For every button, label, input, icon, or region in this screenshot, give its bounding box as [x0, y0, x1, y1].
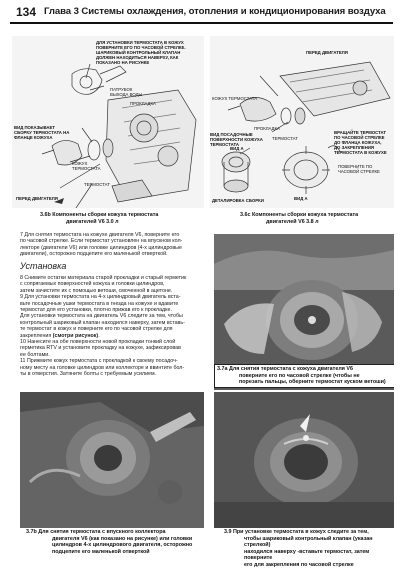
- para-9-figure-ref: (смотри рисунок): [52, 332, 99, 339]
- engine-line-drawing-38: [210, 36, 394, 208]
- section-heading-installation: Установка: [20, 261, 67, 271]
- photo39-caption-line1: 3.9 При установке термостата в кожух следите за тем,: [224, 529, 369, 535]
- para-7-line1: 7 Для снятия термостата на кожухе двигателя V6, поверните его: [20, 232, 180, 238]
- fig36c-caption-line1: 3.6c Компоненты сборки кожуха термостата: [240, 212, 359, 218]
- para-10-line2: герметика RTV и установите прокладку на кожухе, зафиксировав: [20, 345, 181, 352]
- fig36b-view-line3: ФЛАНЦЕ КОЖУХА: [14, 135, 53, 140]
- para-10-line3: ее болтами.: [20, 351, 50, 358]
- para-7-line4: двигатели), осторожно подцепите его маленькой отверткой.: [20, 251, 168, 258]
- fig36b-nipple-line1: ПАТРУБОК: [110, 87, 133, 92]
- fig36c-seq-line2: ПОВЕРХНОСТИ КОЖУХА: [210, 137, 263, 142]
- fig36b-view-line1: ВИД ПОКАЗЫВАЕТ: [14, 125, 55, 130]
- photo37b-caption-line1: 3.7b Для снятия термостата с впускного коллектора: [26, 529, 166, 535]
- para-8-line1: 8 Снимите остатки материала старой прокладки и старый герметик: [20, 275, 187, 281]
- para-11-line1: 11 Прижмите кожух термостата с прокладкой к своему посадоч-: [20, 358, 178, 365]
- fig36b-front-label: ПЕРЕД ДВИГАТЕЛЯ: [16, 196, 58, 201]
- fig36b-nipple-line2: ВЫХОДА ВОДЫ: [110, 92, 143, 97]
- fig36c-note-line2: ПО ЧАСОВОЙ СТРЕЛКЕ: [334, 135, 385, 140]
- fig36b-gasket-label: ПРОКЛАДКА: [130, 101, 156, 106]
- fig36b-note-line1: ДЛЯ УСТАНОВКИ ТЕРМОСТАТА В КОЖУХ: [96, 40, 184, 45]
- fig36c-detail-label: ДЕТАЛИРОВКА СБОРКИ: [212, 198, 264, 203]
- fig36c-seq-line3: ТЕРМОСТАТА: [210, 142, 239, 147]
- figure-3-6c-diagram: [210, 36, 394, 208]
- fig36c-note-line3: ДО ФЛАНЦА КОЖУХА,: [334, 140, 382, 145]
- fig36b-view-line2: СБОРКУ ТЕРМОСТАТА НА: [14, 130, 70, 135]
- para-9-line7: закрепления: [20, 332, 52, 339]
- fig36c-note-line4: ДО ЗАКРЕПЛЕНИЯ: [334, 145, 374, 150]
- para-9-line4: Для установки термостата на двигатель V6 следите за тем, чтобы: [20, 313, 183, 320]
- header-rule: [10, 22, 393, 24]
- fig36c-view-a-label-2: ВИД А: [294, 196, 308, 201]
- photo37a-caption-line3: порезать пальцы, оберните термостат куском ветоши): [239, 379, 386, 386]
- photo37a-caption-line1: 3.7a Для снятия термостата с кожуха двигателя V6: [217, 366, 353, 372]
- para-8-line3: затем зачистите их с помощью ветоши, смоченной в ацетоне.: [20, 287, 173, 294]
- fig36c-seq-line1: ВИД ПОСАДОЧНЫЕ: [210, 132, 253, 137]
- para-8-line2: с сопрягаемых поверхностей кожуха и головки цилиндров,: [20, 281, 165, 288]
- para-9-line1: 9 Для установки термостата на 4-х цилиндровый двигатель вста-: [20, 294, 181, 301]
- photo-3-9-drawing: [214, 392, 394, 528]
- fig36c-note-line5: ТЕРМОСТАТА В КОЖУХЕ: [334, 150, 387, 155]
- photo39-caption-line2: чтобы шариковый контрольный клапан (указан стрелкой): [244, 535, 373, 549]
- photo37b-caption-line2: двигателя V6 (как показано на рисунке) или головки: [52, 535, 193, 542]
- fig36b-caption-line2: двигателей V6 3.0 л: [66, 218, 119, 225]
- fig36c-housing-label: КОЖУХ ТЕРМОСТАТА: [212, 96, 258, 101]
- photo37b-caption-line3: цилиндров 4-х цилиндрового двигателя, осторожно: [52, 542, 193, 549]
- fig36c-front-label: ПЕРЕД ДВИГАТЕЛЯ: [306, 50, 348, 55]
- fig36b-note-line3: ШАРИКОВЫЙ КОНТРОЛЬНЫЙ КЛАПАН: [96, 50, 181, 55]
- photo-3-9: [214, 392, 394, 528]
- photo-3-7b: [20, 392, 204, 528]
- para-11-line3: ты в отверстия. Затяните болты с требуемым усилием.: [20, 371, 157, 378]
- chapter-title: Глава 3 Системы охлаждения, отопления и кондиционирования воздуха: [44, 6, 386, 17]
- fig36b-note-line4: ДОЛЖЕН НАХОДИТЬСЯ НАВЕРХУ, КАК: [96, 55, 179, 60]
- photo39-caption-line4: его для закрепления по часовой стрелке: [244, 561, 354, 568]
- fig36c-view-a-label: ВИД А: [230, 146, 244, 151]
- page-number: 134: [16, 5, 37, 19]
- photo37a-caption-line2: поверните его по часовой стрелке (чтобы не: [239, 372, 360, 379]
- para-9-line6: те термостат в кожух и поверните его по часовой стрелке для: [20, 326, 173, 333]
- para-9-line5: контрольный шариковый клапан находился наверху, затем вставь-: [20, 319, 185, 326]
- fig36b-housing-line2: ТЕРМОСТАТА: [72, 166, 101, 171]
- photo-3-7b-drawing: [20, 392, 204, 528]
- fig36c-note-line1: ВРАЩАЙТЕ ТЕРМОСТАТ: [334, 130, 387, 135]
- fig36b-thermostat-label: ТЕРМОСТАТ: [84, 182, 110, 187]
- fig36c-caption-line2: двигателей V6 3.8 л: [266, 218, 319, 225]
- fig36c-rotate-line1: ПОВЕРНИТЕ ПО: [338, 164, 373, 169]
- para-9-line3: термостат для его установки, плотно прижав его к прокладке.: [20, 307, 172, 314]
- para-9-line2: вьте посадочные ушки термостата в гнезда на кожухе и вдавите: [20, 300, 179, 307]
- para-7-line2: по часовой стрелке. Если термостат установлен на впускном кол-: [20, 238, 183, 245]
- fig36b-housing-line1: КОЖУХ: [72, 161, 88, 166]
- photo39-caption-line3: находился наверху -вставьте термостат, затем поверните: [244, 548, 370, 562]
- fig36c-gasket-label: ПРОКЛАДКА: [254, 126, 280, 131]
- photo37b-caption-line4: подцепите его маленькой отверткой: [52, 548, 150, 555]
- para-10-line1: 10 Нанесите на обе поверхности новой прокладки тонкий слой: [20, 339, 176, 346]
- fig36b-note-line5: ПОКАЗАНО НА РИСУНКЕ: [96, 60, 150, 65]
- fig36c-thermostat-label: ТЕРМОСТАТ: [272, 136, 298, 141]
- fig36b-caption-line1: 3.6b Компоненты сборки кожуха термостата: [40, 212, 159, 218]
- para-7-line3: лекторе (двигатели V6) или головке цилиндров (4-х цилиндровые: [20, 244, 182, 251]
- para-11-line2: ному месту на головке цилиндров или коллекторе и ввинтите бол-: [20, 364, 185, 371]
- fig36b-note-line2: ПОВЕРНИТЕ ЕГО ПО ЧАСОВОЙ СТРЕЛКЕ.: [96, 45, 186, 50]
- fig36c-rotate-line2: ЧАСОВОЙ СТРЕЛКЕ: [338, 169, 380, 174]
- photo-3-7a: [214, 234, 394, 390]
- figure-3-6b-diagram: [12, 36, 204, 208]
